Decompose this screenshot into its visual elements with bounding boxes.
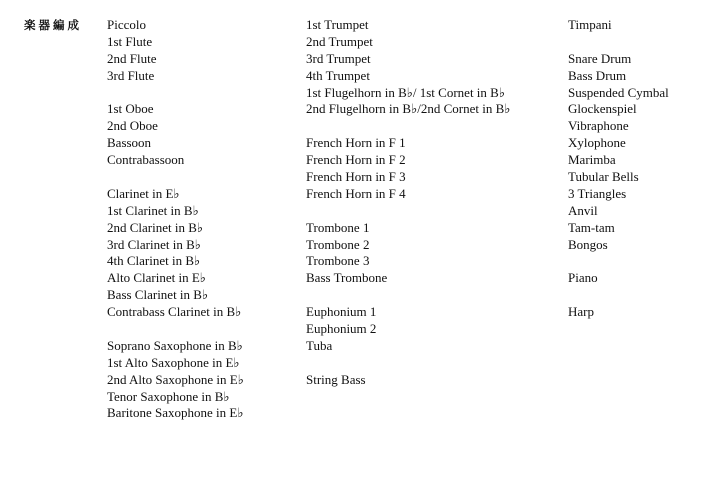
spacer-line [568, 287, 669, 304]
spacer-line [107, 85, 244, 102]
spacer-line [306, 118, 510, 135]
instrument-entry: Contrabassoon [107, 152, 185, 168]
spacer-line [568, 253, 669, 270]
instrument-column-3 [568, 17, 669, 321]
instrument-entry: 3rd Flute [107, 67, 155, 83]
instrument-entry: French Horn in F 2 [306, 152, 406, 168]
instrument-entry: Marimba [568, 152, 616, 168]
spacer-line [107, 321, 244, 338]
instrument-entry: Euphonium 1 [306, 304, 377, 320]
instrument-entry: Anvil [568, 202, 598, 218]
instrument-entry: 2nd Oboe [107, 118, 158, 134]
instrument-entry: 2nd Alto Saxophone in E♭ [107, 371, 244, 387]
instrument-entry: 2nd Clarinet in B♭ [107, 219, 204, 235]
instrument-entry: Alto Clarinet in E♭ [107, 270, 206, 286]
instrument-entry: 1st Flugelhorn in B♭/ 1st Cornet in B♭ [306, 84, 505, 100]
instrument-entry: 4th Clarinet in B♭ [107, 253, 201, 269]
instrument-entry: Euphonium 2 [306, 321, 377, 337]
instrument-column-1 [107, 17, 244, 422]
instrument-entry: 2nd Flugelhorn in B♭/2nd Cornet in B♭ [306, 101, 511, 117]
instrument-entry: Tam-tam [568, 219, 615, 235]
instrument-entry: Vibraphone [568, 118, 629, 134]
instrument-entry: 1st Clarinet in B♭ [107, 202, 199, 218]
instrument-entry: 2nd Trumpet [306, 33, 373, 49]
spacer-line [306, 355, 510, 372]
instrument-entry: Trombone 1 [306, 219, 370, 235]
instrument-entry: 1st Oboe [107, 101, 154, 117]
instrument-entry: Bassoon [107, 135, 152, 151]
instrument-entry: Bass Trombone [306, 270, 388, 286]
instrumentation-heading: 楽器編成 [24, 18, 82, 32]
instrument-entry: Baritone Saxophone in E♭ [107, 405, 244, 421]
instrument-entry: 3rd Clarinet in B♭ [107, 236, 201, 252]
instrument-entry: Xylophone [568, 135, 626, 151]
instrument-entry: Harp [568, 304, 594, 320]
spacer-line [107, 169, 244, 186]
instrument-entry: Bass Clarinet in B♭ [107, 287, 209, 303]
instrument-entry: Tuba [306, 337, 333, 353]
instrument-entry: French Horn in F 3 [306, 169, 406, 185]
spacer-line [568, 34, 669, 51]
instrument-entry: 4th Trumpet [306, 67, 370, 83]
instrument-entry: Bass Drum [568, 67, 627, 83]
instrument-column-2 [306, 17, 510, 389]
spacer-line [306, 287, 510, 304]
instrument-entry: Clarinet in E♭ [107, 185, 180, 201]
instrument-entry: French Horn in F 1 [306, 135, 406, 151]
instrument-entry: 1st Trumpet [306, 17, 369, 32]
instrument-entry: String Bass [306, 371, 366, 387]
instrument-entry: Timpani [568, 17, 612, 32]
instrument-entry: Tenor Saxophone in B♭ [107, 388, 230, 404]
instrument-entry: 3rd Trumpet [306, 50, 371, 66]
instrument-entry: French Horn in F 4 [306, 185, 406, 201]
instrument-entry: Trombone 3 [306, 253, 370, 269]
instrument-entry: Tubular Bells [568, 169, 639, 185]
instrument-entry: Bongos [568, 236, 608, 252]
instrument-entry: 1st Flute [107, 33, 153, 49]
instrument-entry: Soprano Saxophone in B♭ [107, 337, 243, 353]
instrument-entry: 3 Triangles [568, 185, 627, 201]
instrument-entry: 2nd Flute [107, 50, 157, 66]
instrument-entry: 1st Alto Saxophone in E♭ [107, 354, 240, 370]
instrument-entry: Suspended Cymbal [568, 84, 669, 100]
spacer-line [306, 203, 510, 220]
instrument-entry: Glockenspiel [568, 101, 637, 117]
instrument-entry: Piccolo [107, 17, 146, 32]
instrument-entry: Contrabass Clarinet in B♭ [107, 304, 242, 320]
instrument-entry: Piano [568, 270, 598, 286]
instrument-entry: Trombone 2 [306, 236, 370, 252]
instrument-entry: Snare Drum [568, 50, 632, 66]
